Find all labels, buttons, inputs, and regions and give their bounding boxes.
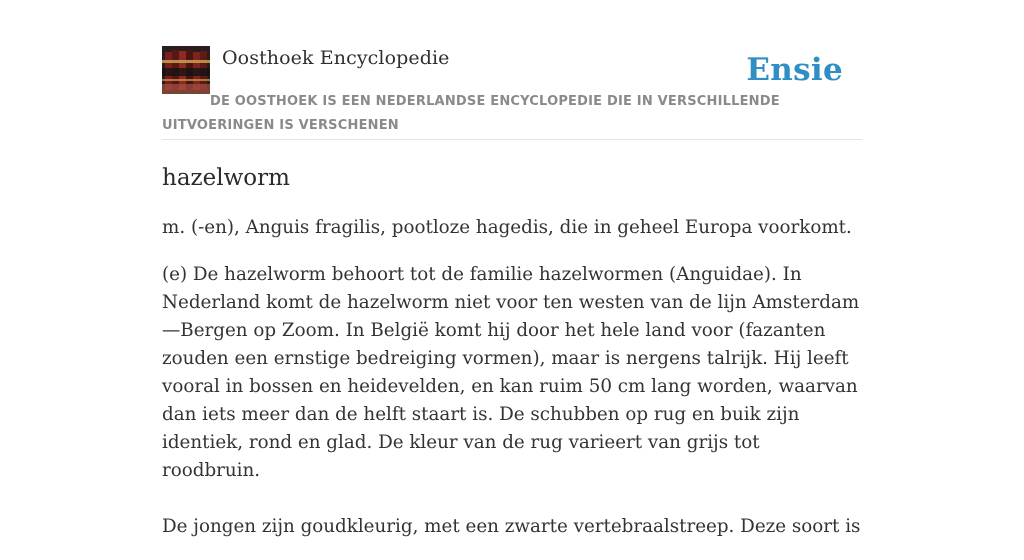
brand-logo-link[interactable]: Ensie: [746, 52, 843, 88]
site-name[interactable]: Oosthoek Encyclopedie: [222, 47, 450, 69]
entry-paragraph: De jongen zijn goudkleurig, met een zwarte vertebraalstreep. Deze soort is: [162, 516, 861, 537]
site-tagline: DE OOSTHOEK IS EEN NEDERLANDSE ENCYCLOPEDIE DIE IN VERSCHILLENDE UITVOERINGEN IS VERSCHENEN: [162, 94, 780, 133]
entry-title: hazelworm: [162, 165, 290, 191]
entry-content: [162, 162, 862, 560]
entry-paragraph: (e) De hazelworm behoort tot de familie hazelwormen (Anguidae). In Nederland komt de hazelworm niet voor ten westen van de lijn Amsterdam—Bergen op Zoom. In België komt hij door het hele land voor (fazanten zouden een ernstige bedreiging vormen), maar is nergens talrijk. Hij leeft vooral in bossen en heidevelden, en kan ruim 50 cm lang worden, waarvan dan iets meer dan de helft staart is. De schubben op rug en buik zijn identiek, rond en glad. De kleur van de rug varieert van grijs tot roodbruin.: [162, 264, 860, 481]
entry-definition: m. (-en), Anguis fragilis, pootloze hagedis, die in geheel Europa voorkomt.: [162, 217, 852, 238]
book-spines-avatar-icon[interactable]: [162, 46, 210, 94]
site-header: [162, 46, 862, 140]
